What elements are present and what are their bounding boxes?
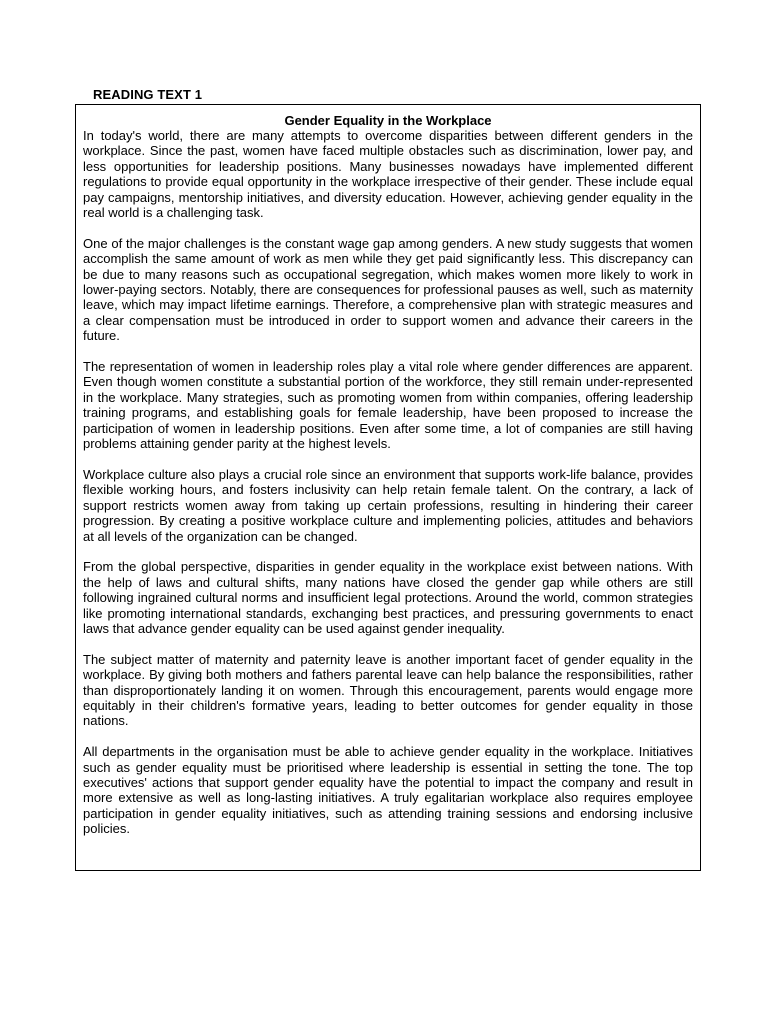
paragraph-4: Workplace culture also plays a crucial role since an environment that supports work-life balance, provides flexible working hours, and fosters inclusivity can help retain female talent. On the contrary, a lack of support restricts women away from taking up certain professions, resulting in hindering their career progression. By creating a positive workplace culture and implementing policies, attitudes and behaviors at all levels of the organization can be changed. <box>83 466 693 544</box>
paragraph-1: In today's world, there are many attempts to overcome disparities between different genders in the workplace. Since the past, women have faced multiple obstacles such as discrimination, lower pay, and less opportunities for leadership positions. Many businesses nowadays have implemented different regulations to provide equal opportunity in the workplace irrespective of their gender. These include equal pay campaigns, mentorship initiatives, and diversity education. However, achieving gender equality in the real world is a challenging task. <box>83 128 693 221</box>
reading-text-heading: READING TEXT 1 <box>93 87 203 102</box>
paragraph-6: The subject matter of maternity and paternity leave is another important facet of gender equality in the workplace. By giving both mothers and fathers parental leave can help balance the responsibilities, rather than disproportionately landing it on women. Through this encouragement, parents would engage more equitably in their children's formative years, leading to better outcomes for gender equality in those nations. <box>83 651 693 729</box>
paragraph-7: All departments in the organisation must be able to achieve gender equality in the workplace. Initiatives such as gender equality must be prioritised where leadership is essential in setting the tone. The top executives' actions that support gender equality have the potential to impact the company and result in more extensive as well as long-lasting initiatives. A truly egalitarian workplace also requires employee participation in gender equality initiatives, such as attending training sessions and endorsing inclusive policies. <box>83 744 693 837</box>
paragraph-2: One of the major challenges is the constant wage gap among genders. A new study suggests that women accomplish the same amount of work as men while they get paid significantly less. This discrepancy can be due to many reasons such as occupational segregation, which makes women more likely to work in lower-paying sectors. Notably, there are consequences for professional pauses as well, such as maternity leave, which may impact lifetime earnings. Therefore, a comprehensive plan with strategic measures and a clear compensation must be introduced in order to support women and advance their careers in the future. <box>83 235 693 344</box>
paragraph-3: The representation of women in leadership roles play a vital role where gender differences are apparent. Even though women constitute a substantial portion of the workforce, they still remain under-represented in the workplace. Many strategies, such as promoting women from within companies, offering leadership training programs, and establishing goals for female leadership, have been proposed to increase the participation of women in leadership positions. Even after some time, a lot of companies are still having problems attaining gender parity at the highest levels. <box>83 359 693 452</box>
paragraph-5: From the global perspective, disparities in gender equality in the workplace exist between nations. With the help of laws and cultural shifts, many nations have closed the gender gap while others are still following ingrained cultural norms and insufficient legal protections. Around the world, common strategies like promoting international standards, exchanging best practices, and pressuring governments to enact laws that advance gender equality can be used against gender inequality. <box>83 559 693 636</box>
article-title: Gender Equality in the Workplace <box>284 113 492 128</box>
reading-text-box <box>75 104 701 871</box>
